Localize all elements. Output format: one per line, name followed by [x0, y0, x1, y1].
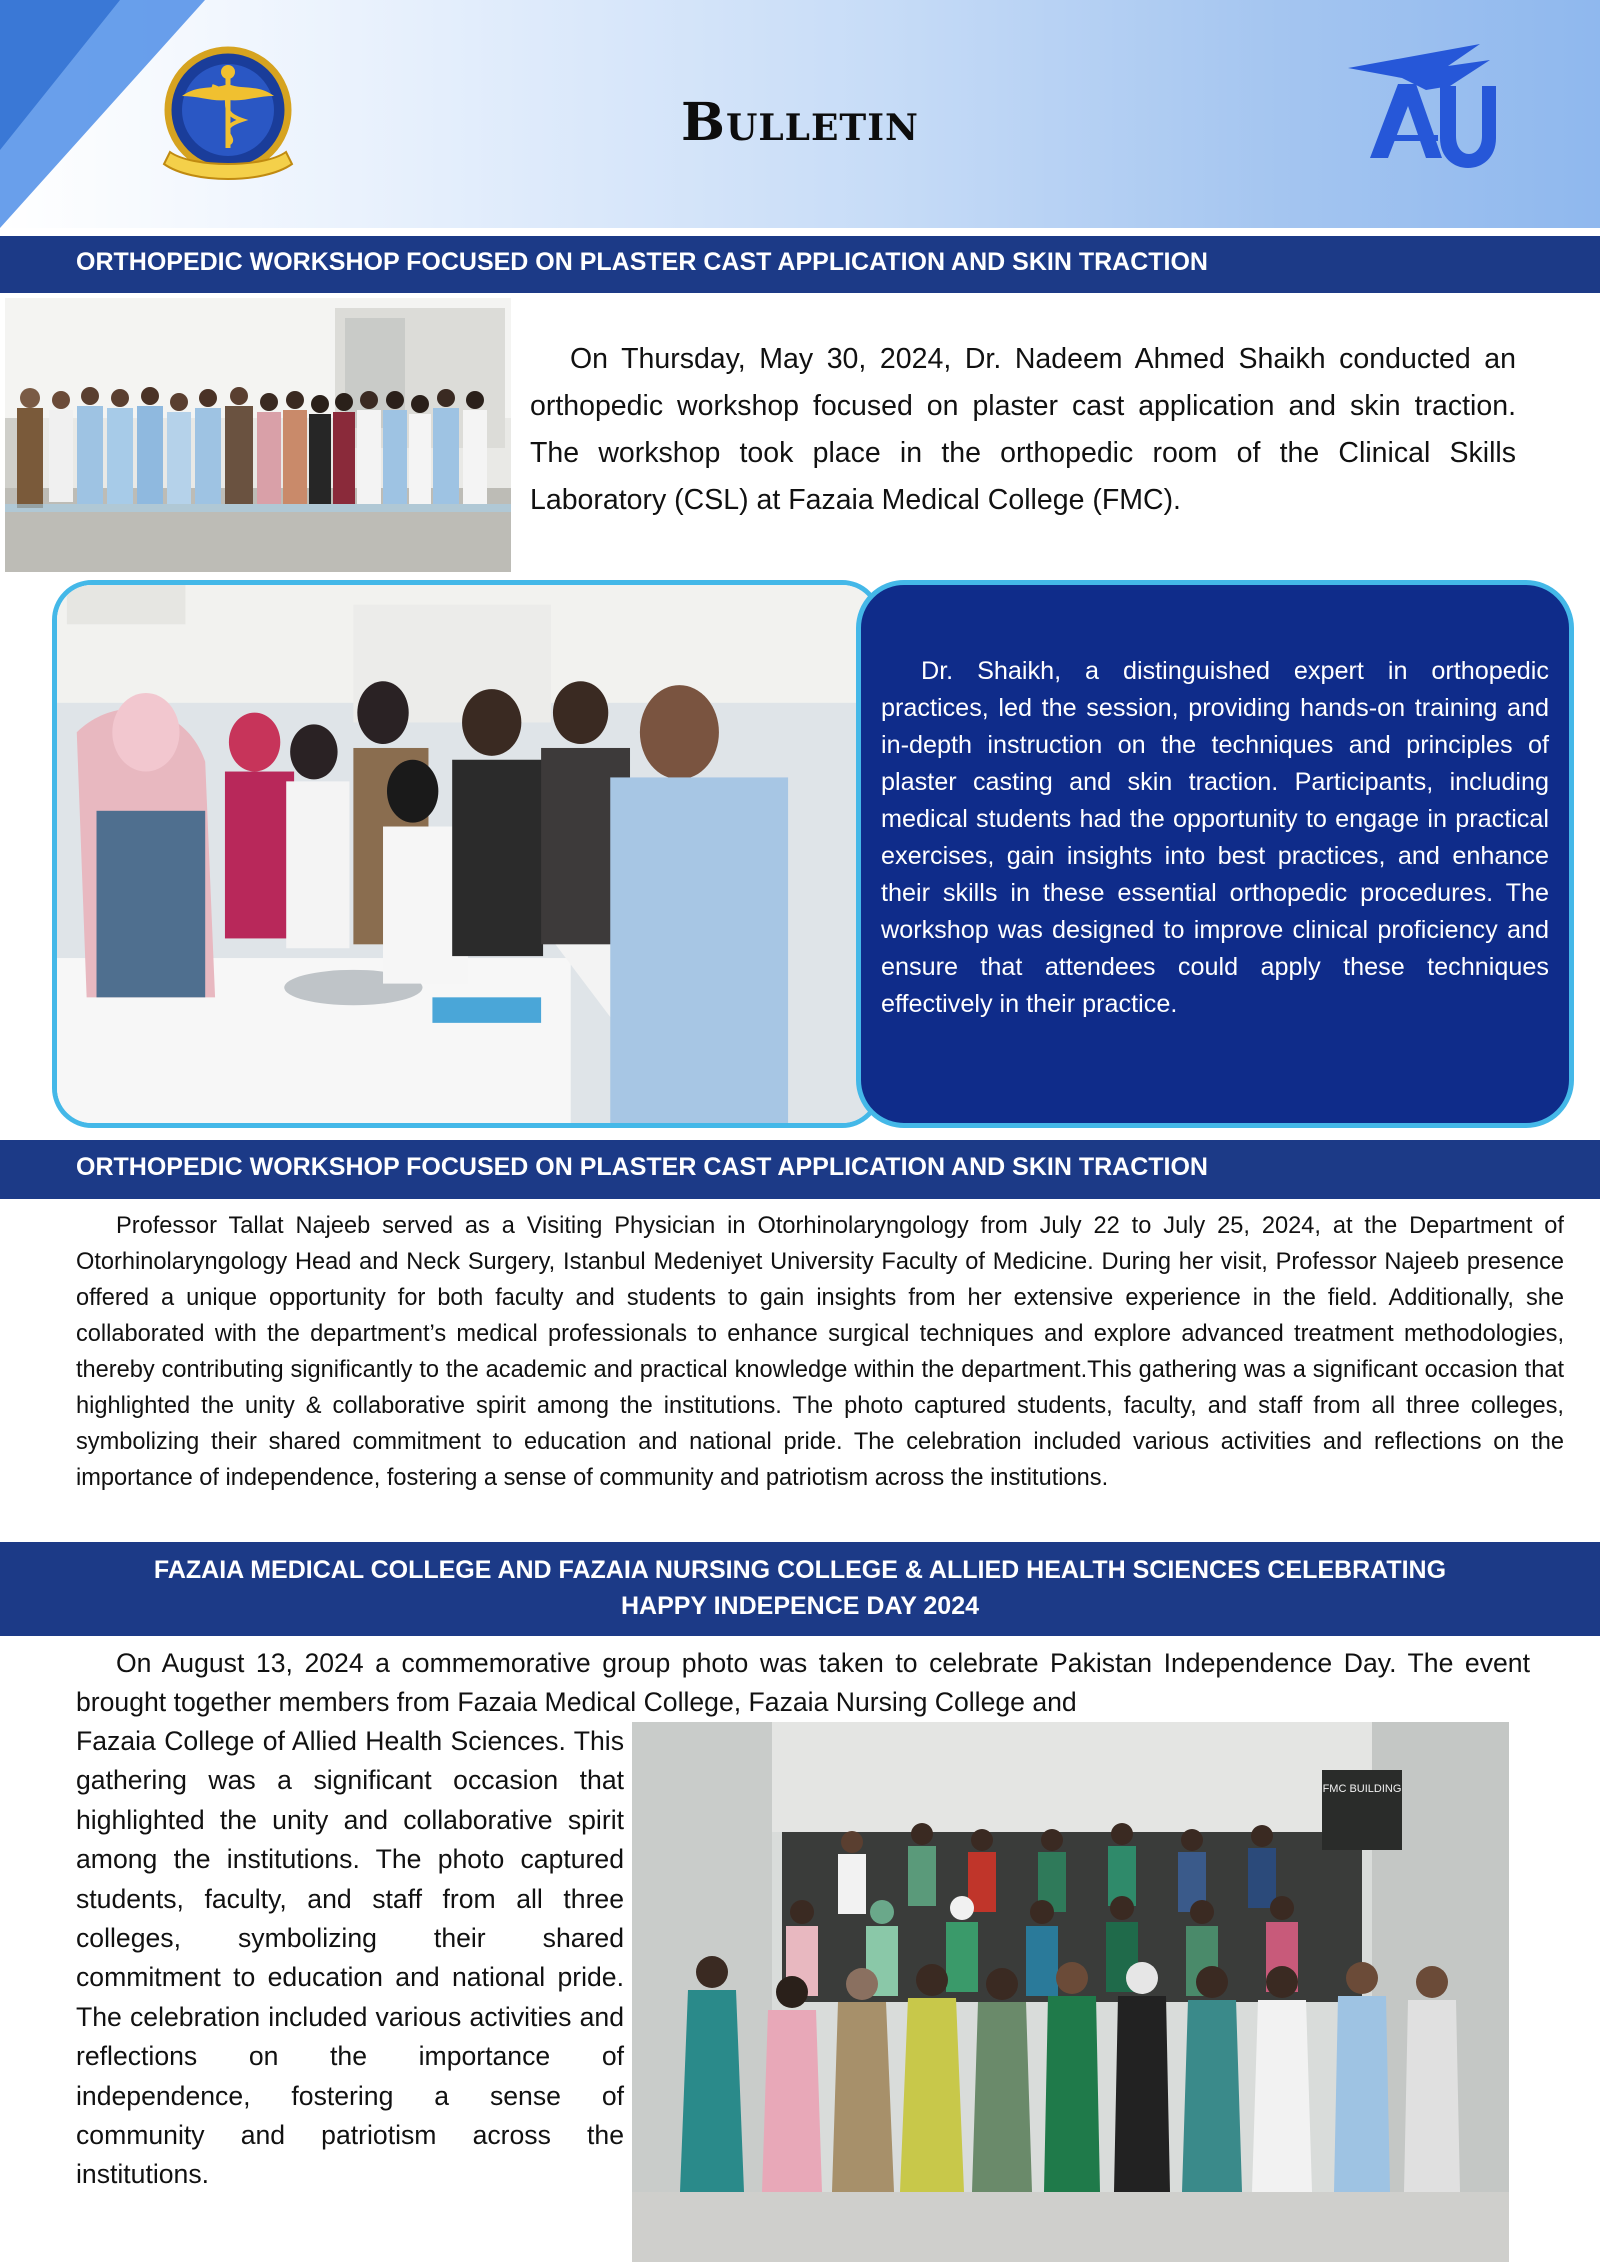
workshop-demonstration-photo: [52, 580, 882, 1128]
workshop-description-text: Dr. Shaikh, a distinguished expert in orthopedic practices, led the session, providing hands-on training and in-depth instruction on the techniques and principles of plaster casting and skin traction. Participants, including medical students had the opportunity to engage in practical exercises, gain insights into best practices, and enhance their skills in these essential orthopedic procedures. The workshop was designed to improve clinical proficiency and ensure that attendees could apply these techniques effectively in their practice.: [881, 657, 1549, 1018]
independence-heading-line2: HAPPY INDEPENCE DAY 2024: [620, 1592, 980, 1620]
fmc-building-sign: FMC BUILDING: [1322, 1783, 1402, 1795]
visiting-physician-paragraph: Professor Tallat Najeeb served as a Visiting Physician in Otorhinolaryngology from July 22 to July 25, 2024, at the Department of Otorhinolaryngology Head and Neck Surgery, Istanbul Medeniyet University Faculty of Medicine. During her visit, Professor Najeeb presence offered a unique opportunity for both faculty and students to gain insights from her extensive experience in the field. Additionally, she collaborated with the department’s medical professionals to enhance surgical techniques and explore advanced treatment methodologies, thereby contributing significantly to the academic and practical knowledge within the department.This gathering was a significant occasion that highlighted the unity & collaborative spirit among the institutions. The photo captured students, faculty, and staff from all three colleges, symbolizing their shared commitment to education and national pride. The celebration included various activities and reflections on the importance of independence, fostering a sense of community and patriotism across the institutions.: [76, 1213, 1564, 1491]
bulletin-title: Bulletin: [681, 92, 919, 153]
section-heading-orthopedic-workshop: ORTHOPEDIC WORKSHOP FOCUSED ON PLASTER CAST APPLICATION AND SKIN TRACTION: [0, 236, 1600, 293]
air-university-logo: [1330, 38, 1502, 188]
section-heading-independence-day: [0, 1542, 1600, 1636]
independence-day-group-photo: [632, 1722, 1509, 2262]
bulletin-header: [0, 0, 1600, 228]
independence-heading-line1: FAZAIA MEDICAL COLLEGE AND FAZAIA NURSING COLLEGE & ALLIED HEALTH SCIENCES CELEBRATING: [153, 1556, 1447, 1584]
workshop-intro-paragraph: On Thursday, May 30, 2024, Dr. Nadeem Ahmed Shaikh conducted an orthopedic workshop focused on plaster cast application and skin traction. The workshop took place in the orthopedic room of the Clinical Skills Laboratory (CSL) at Fazaia Medical College (FMC).: [530, 343, 1516, 516]
workshop-group-photo: [5, 298, 511, 572]
section-heading-visiting-physician: ORTHOPEDIC WORKSHOP FOCUSED ON PLASTER CAST APPLICATION AND SKIN TRACTION: [0, 1140, 1600, 1199]
independence-intro-paragraph: On August 13, 2024 a commemorative group photo was taken to celebrate Pakistan Independence Day. The event brought together members from Fazaia Medical College, Fazaia Nursing College and: [76, 1648, 1530, 1717]
workshop-description-panel: [856, 580, 1574, 1128]
independence-side-paragraph: Fazaia College of Allied Health Sciences. This gathering was a significant occasion that highlighted the unity and collaborative spirit among the institutions. The photo captured students, faculty, and staff from all three colleges, symbolizing their shared commitment to education and national pride. The celebration included various activities and reflections on the importance of independence, fostering a sense of community and patriotism across the institutions.: [76, 1726, 624, 2190]
